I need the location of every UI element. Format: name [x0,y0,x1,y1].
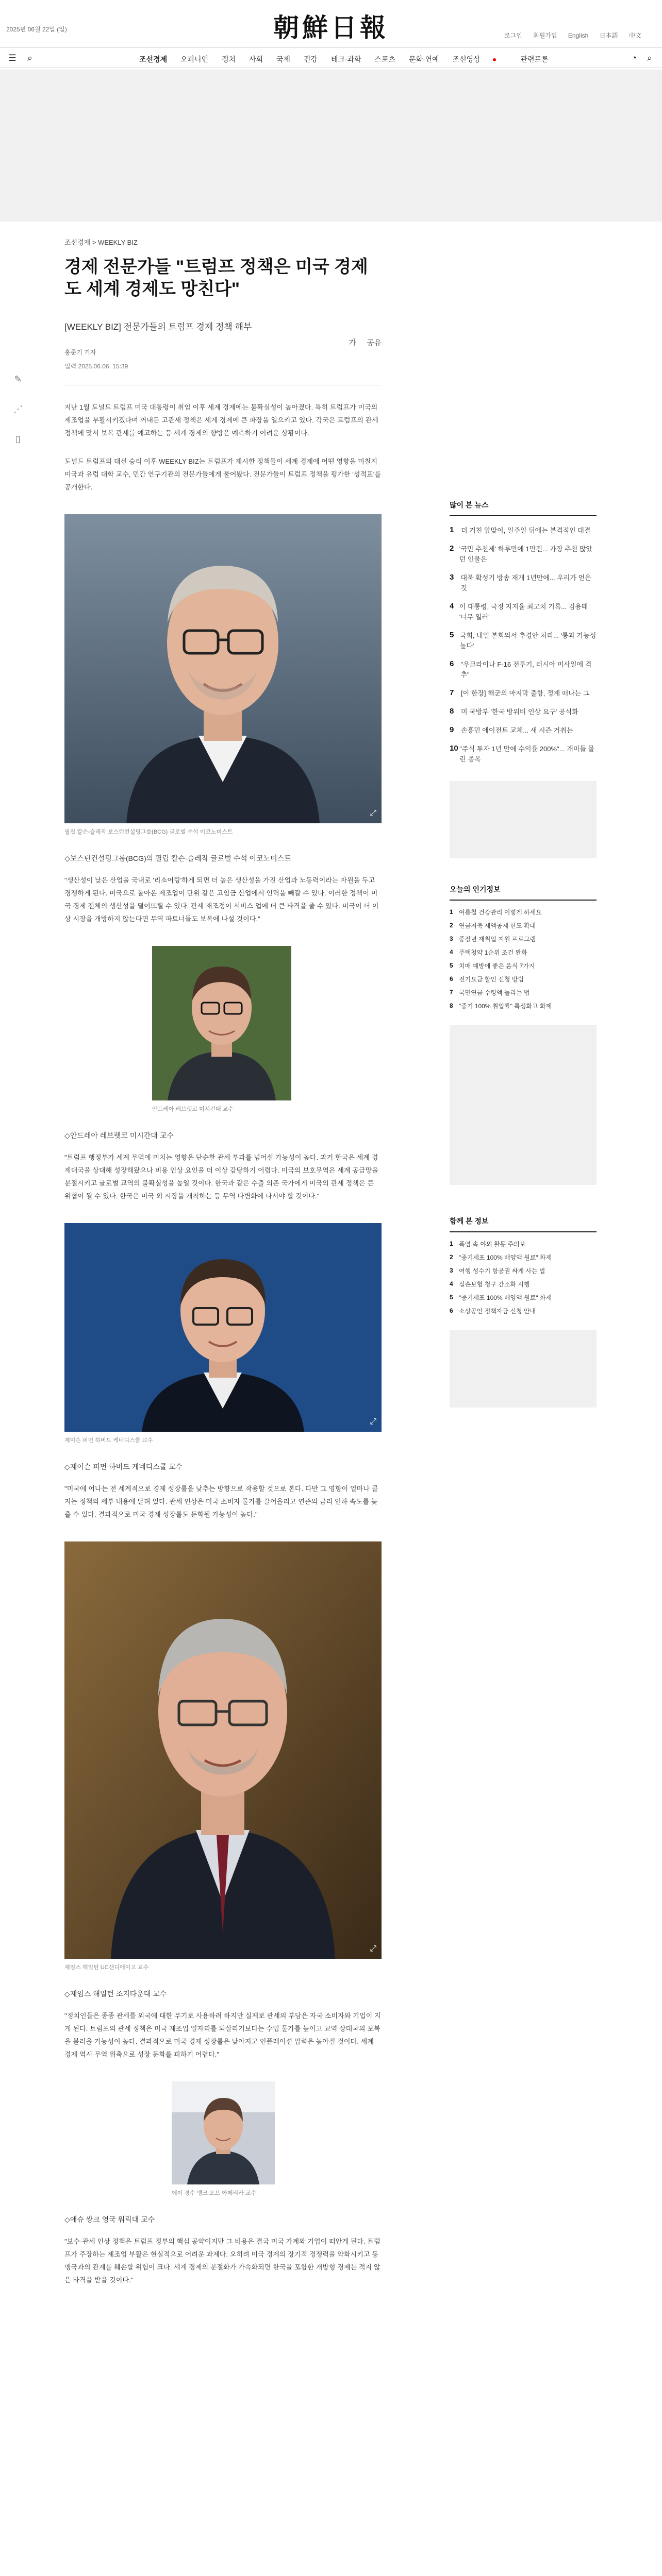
share-rail [11,374,27,464]
headline-link[interactable]: "우크라이나 F-16 전투기, 러시아 미사일에 격추" [460,660,592,679]
bookmark-icon[interactable]: ▯ [15,434,21,444]
rank-number: 1 [450,908,453,916]
search-icon[interactable]: ⌕ [27,53,32,63]
list-item[interactable] [450,933,597,946]
photo-block [172,2081,275,2197]
interviewee-label: ◇제임스 해밀턴 조지타운대 교수 [64,1990,167,1998]
headline-link[interactable]: 여름철 건강관리 이렇게 하세요 [459,909,542,916]
nav-item-health[interactable]: 건강 [303,55,318,63]
utility-link-signup[interactable]: 회원가입 [533,32,557,39]
paragraph: 도널드 트럼프의 대선 승리 이후 WEEKLY BIZ는 트럼프가 제시한 정책들이 세계 경제에 어떤 영향을 미칠지 미국과 유럽 대학 교수, 민간 연구기관의 전문가들에게 물어봤다. 전문가들이 트럼프 정책을 평가한 '성적표'를 공개한다. [64,457,382,491]
most-read-title: 많이 본 뉴스 [450,500,597,516]
headline-link[interactable]: "중기 100% 취업률" 특성화고 화제 [459,1003,552,1010]
list-item[interactable] [450,626,597,655]
photo-caption: 제임스 해밀턴 UC샌디에이고 교수 [64,1964,149,1971]
nav-item-culture[interactable]: 문화·연예 [408,55,439,63]
list-item[interactable] [450,919,597,933]
today-popular-title: 오늘의 인기정보 [450,884,597,901]
headline-link[interactable]: 전기요금 할인 신청 방법 [459,976,524,983]
list-item[interactable] [450,973,597,986]
sidebar [450,500,597,1408]
nav-item-video-label: 조선영상 [452,55,481,63]
most-read-list [450,521,597,769]
sidebar-ad[interactable] [450,781,597,858]
nav-item-opinion[interactable]: 오피니언 [180,55,209,63]
paragraph: "미국에 어나는 전 세계적으로 경제 성장률을 낮추는 방향으로 작용할 것으로 본다. 다만 그 영향이 얼마나 클지는 정책의 세부 내용에 달려 있다. 관세 인상은 미국 소비자 물가를 끌어올리고 연준의 금리 인하 속도를 늦출 수 있다. 결과적으로 미국 경제 성장률도 둔화될 가능성이 높다." [64,1485,378,1518]
list-item[interactable] [450,1264,597,1278]
headline-link[interactable]: 국회, 내일 본회의서 추경안 처리... '통과 가능성 높다' [459,632,597,650]
rank-number: 3 [450,935,453,942]
rank-number: 5 [450,962,453,969]
live-dot [493,58,496,61]
search-right-icon[interactable]: ⌕ [647,53,652,63]
rank-number: 1 [450,526,454,534]
list-item[interactable] [450,1251,597,1264]
list-item[interactable] [450,986,597,999]
interviewee-label: ◇애슈 쌍크 영국 워릭대 교수 [64,2215,155,2224]
headline-link[interactable]: 이 대통령, 국정 지지율 최고치 기록... 김용태 '너무 일러' [459,603,588,621]
list-item[interactable] [450,540,597,569]
list-item[interactable] [450,1304,597,1318]
portrait-image-5 [172,2081,275,2184]
nav-item-related[interactable]: 관련프론 [520,55,549,63]
rank-number: 7 [450,688,454,697]
headline-link[interactable]: '국민 추천제' 하루만에 1만건... 가장 추천 많았던 인물은 [459,545,592,563]
rank-number: 6 [450,975,453,982]
list-item[interactable] [450,740,597,769]
headline-link[interactable]: 국민연금 수령액 늘리는 법 [459,989,530,996]
article-title: 경제 전문가들 "트럼프 정책은 미국 경제도 세계 경제도 망친다" [64,257,368,299]
byline[interactable]: 홍준기 기자 [64,349,96,356]
rank-number: 1 [450,1240,453,1247]
headline-link[interactable]: 미 국방부 '한국 방위비 인상 요구' 공식화 [461,708,578,716]
list-item[interactable] [450,721,597,740]
rank-number: 4 [450,948,453,956]
headline-link[interactable]: 손흥민 에이전트 교체... 새 시즌 거취는 [461,726,573,734]
rank-number: 5 [450,1294,453,1301]
nav-item-economy[interactable]: 조선경제 [139,55,168,63]
list-item[interactable] [450,569,597,598]
photo-block [64,514,382,836]
header-date: 2025년 06월 22일 (일) [6,26,67,33]
headline-link[interactable]: 주택청약 1순위 조건 완화 [459,949,527,956]
portrait-image-1 [64,514,382,823]
portrait-image-2 [152,946,291,1100]
rank-number: 10 [450,744,458,753]
list-item[interactable] [450,1278,597,1291]
headline-link[interactable]: 대북 확성기 방송 재개 1년만에... 우리가 얻은 것 [460,574,591,592]
list-item[interactable] [450,684,597,703]
rank-number: 5 [450,631,454,639]
paragraph: "보수·관세 인상 정책은 트럼프 정부의 핵심 공약이지만 그 비용은 결국 미국 가계와 기업이 떠안게 된다. 트럼프가 주장하는 제조업 부활은 현실적으로 어려운 과제다. 오히려 미국 경제의 장기적 경쟁력을 약화시키고 동맹국과의 관계를 훼손할 위험이 크다. 세계 경제의 분절화가 가속화되면 한국을 포함한 개방형 경제는 적지 않은 타격을 받을 것이다." [64,2238,380,2284]
headline-link[interactable]: 더 거친 앞맞이, 일주일 뒤에는 본격적인 대결 [461,527,591,534]
interviewee-label: ◇안드레아 레브렛코 미시간대 교수 [64,1131,174,1140]
rank-number: 4 [450,602,454,611]
nav-item-society[interactable]: 사회 [249,55,263,63]
photo-caption: 필립 칼슨-슬레작 보스턴컨설팅그룹(BCG) 글로벌 수석 이코노미스트 [64,829,233,835]
paragraph: 지난 1월 도널드 트럼프 미국 대통령이 취임 이후 세계 경제에는 불확실성이 높아졌다. 특히 트럼프가 미국의 제조업을 부활시키겠다며 꺼내든 고관세 정책은 세계 경제에 큰 파장을 일으키고 있다. 각국은 트럼프의 관세 정책에 맞서 보복 관세를 예고하는 등 세계 경제의 향방은 예측하기 어려운 상황이다. [64,403,378,437]
rank-number: 4 [450,1280,453,1287]
rank-number: 2 [450,544,454,553]
utility-link-english[interactable]: English [568,32,589,39]
related-info-list [450,1238,597,1318]
list-item[interactable] [450,959,597,973]
headline-link[interactable]: "중기세포 100% 배양액 원료" 화제 [459,1254,552,1261]
rank-number: 6 [450,659,454,668]
photo-caption: 에이 경수 뱅크 오브 아메리카 교수 [172,2190,257,2196]
dateline: 입력 2025.06.06. 15:39 [64,363,128,370]
list-item[interactable] [450,1238,597,1251]
list-item[interactable] [450,906,597,919]
utility-link-login[interactable]: 로그인 [504,32,522,39]
expand-icon[interactable]: ⤢ [370,1417,376,1426]
interviewee-label: ◇보스턴컨설팅그룹(BCG)의 필립 칼슨-슬레작 글로벌 수석 이코노미스트 [64,854,291,862]
list-item[interactable] [450,521,597,540]
headline-link[interactable]: "주식 투자 1년 만에 수익률 200%"... 개미들 몰린 종목 [459,745,594,763]
expand-icon[interactable]: ⤢ [370,1944,376,1953]
list-item[interactable] [450,946,597,959]
nav-item-politics[interactable]: 정치 [222,55,236,63]
photo[interactable] [152,946,291,1100]
interviewee-label: ◇제이슨 퍼먼 하버드 케네디스쿨 교수 [64,1463,183,1471]
paragraph: "트럼프 행정부가 세계 무역에 미치는 영향은 단순한 관세 부과를 넘어설 가능성이 높다. 과거 한국은 세계 경제대국을 상대해 성장해왔으나 비용 인상 요인을 더 이상 감당하기 어렵다. 미국의 보호무역은 세계 공급망을 분절시키고 글로벌 교역의 불확실성을 높일 것이다. 한국과 같은 수출 의존 국가에게 미국의 관세 정책은 큰 위협이 될 수 있다. 한국은 미국 외 시장을 개척하는 등 무역 다변화에 나서야 할 것이다." [64,1154,378,1200]
photo[interactable] [64,1541,382,1959]
site-logo[interactable]: 朝鮮日報 [273,12,389,43]
comment-icon[interactable]: ✎ [14,374,22,384]
rank-number: 2 [450,922,453,929]
headline-link[interactable]: [이 한장] 해군의 마지막 출항, 정계 떠나는 그 [461,689,590,697]
rank-number: 8 [450,1002,453,1009]
headline-link[interactable]: 중장년 재취업 지원 프로그램 [459,936,536,943]
list-item[interactable] [450,999,597,1013]
rank-number: 9 [450,725,454,734]
nav-items [139,54,560,64]
menu-icon[interactable]: ☰ [8,53,16,63]
share-icon[interactable]: ⋰ [13,404,23,414]
user-icon[interactable]: ◔ [631,53,637,63]
photo-caption: 제이슨 퍼먼 하버드 케네디스쿨 교수 [64,1437,153,1444]
photo-block [152,946,291,1113]
nav-item-tech[interactable]: 테크·과학 [330,55,361,63]
headline-link[interactable]: 폭염 속 야외 활동 주의보 [459,1241,526,1248]
article [64,237,382,2286]
list-item[interactable] [450,1291,597,1304]
photo[interactable] [64,1223,382,1432]
photo-caption: 안드레아 레브렛코 미시건대 교수 [152,1106,234,1112]
rank-number: 3 [450,573,454,582]
photo[interactable] [172,2081,275,2184]
sidebar-ad[interactable] [450,1330,597,1408]
rank-number: 7 [450,989,453,996]
article-tools [340,337,382,348]
headline-link[interactable]: 여행 성수기 항공권 싸게 사는 법 [459,1267,545,1275]
headline-link[interactable]: 연금저축 세액공제 한도 확대 [459,922,536,929]
utility-link-chinese[interactable]: 中文 [628,32,641,39]
headline-link[interactable]: 치매 예방에 좋은 음식 7가지 [459,962,535,970]
portrait-image-3 [64,1223,382,1432]
article-subtitle: [WEEKLY BIZ] 전문가들의 트럼프 경제 정책 해부 [64,322,252,332]
portrait-image-4 [64,1541,382,1959]
utility-links [495,31,641,40]
nav-item-sports[interactable]: 스포츠 [374,55,396,63]
headline-link[interactable]: 소상공인 정책자금 신청 안내 [459,1308,536,1315]
sidebar-ad[interactable] [450,1025,597,1185]
font-size-button[interactable]: 가 [349,338,356,347]
list-item[interactable] [450,703,597,721]
expand-icon[interactable]: ⤢ [370,809,376,818]
headline-link[interactable]: 실손보험 청구 간소화 시행 [459,1281,530,1288]
photo[interactable] [64,514,382,823]
nav-item-video[interactable] [453,55,507,63]
photo-block [64,1223,382,1444]
headline-link[interactable]: "중기세포 100% 배양액 원료" 화제 [459,1294,552,1301]
paragraph: "생산성이 낮은 산업을 국내로 '리쇼어링'하게 되면 더 높은 생산성을 가진 산업과 노동력이라는 자원을 두고 경쟁하게 된다. 미국으로 돌아온 제조업이 단위 같은 고임금 산업에서 인력을 빼갈 수 있다. 이러한 정책이 미국 경제 전체의 생산성을 떨어뜨릴 수 있다. 관세 재조정이 서비스 업에 더 큰 타격을 줄 수 있다. 미국이 더 이상 시장을 개방하지 않는다면 무역 파트너들도 보복에 나설 것이다." [64,876,379,923]
rank-number: 6 [450,1307,453,1314]
share-button[interactable]: 공유 [367,338,382,347]
utility-link-japanese[interactable]: 日本語 [599,32,618,39]
top-utility-bar [0,0,662,41]
list-item[interactable] [450,598,597,626]
main-nav [0,47,662,68]
nav-item-international[interactable]: 국제 [276,55,290,63]
today-popular-list [450,906,597,1013]
top-ad-banner[interactable] [0,70,662,222]
rank-number: 8 [450,707,454,716]
list-item[interactable] [450,655,597,684]
related-info-title: 함께 본 정보 [450,1216,597,1232]
photo-block [64,1541,382,1971]
paragraph: "정치인들은 종종 관세를 외국에 대한 무기로 사용하려 하지만 실제로 관세의 부담은 자국 소비자와 기업이 지게 된다. 트럼프의 관세 정책은 미국 제조업 일자리를 되살리기보다는 수입 물가를 높이고 교역 상대국의 보복을 불러올 가능성이 높다. 결과적으로 미국 경제 성장률은 낮아지고 인플레이션 압력은 높아질 것이다. 세계 경제 역시 무역 위축으로 성장 둔화를 피하기 어렵다." [64,2012,381,2058]
rank-number: 2 [450,1253,453,1261]
breadcrumb[interactable]: 조선경제 > WEEKLY BIZ [64,239,138,246]
rank-number: 3 [450,1267,453,1274]
